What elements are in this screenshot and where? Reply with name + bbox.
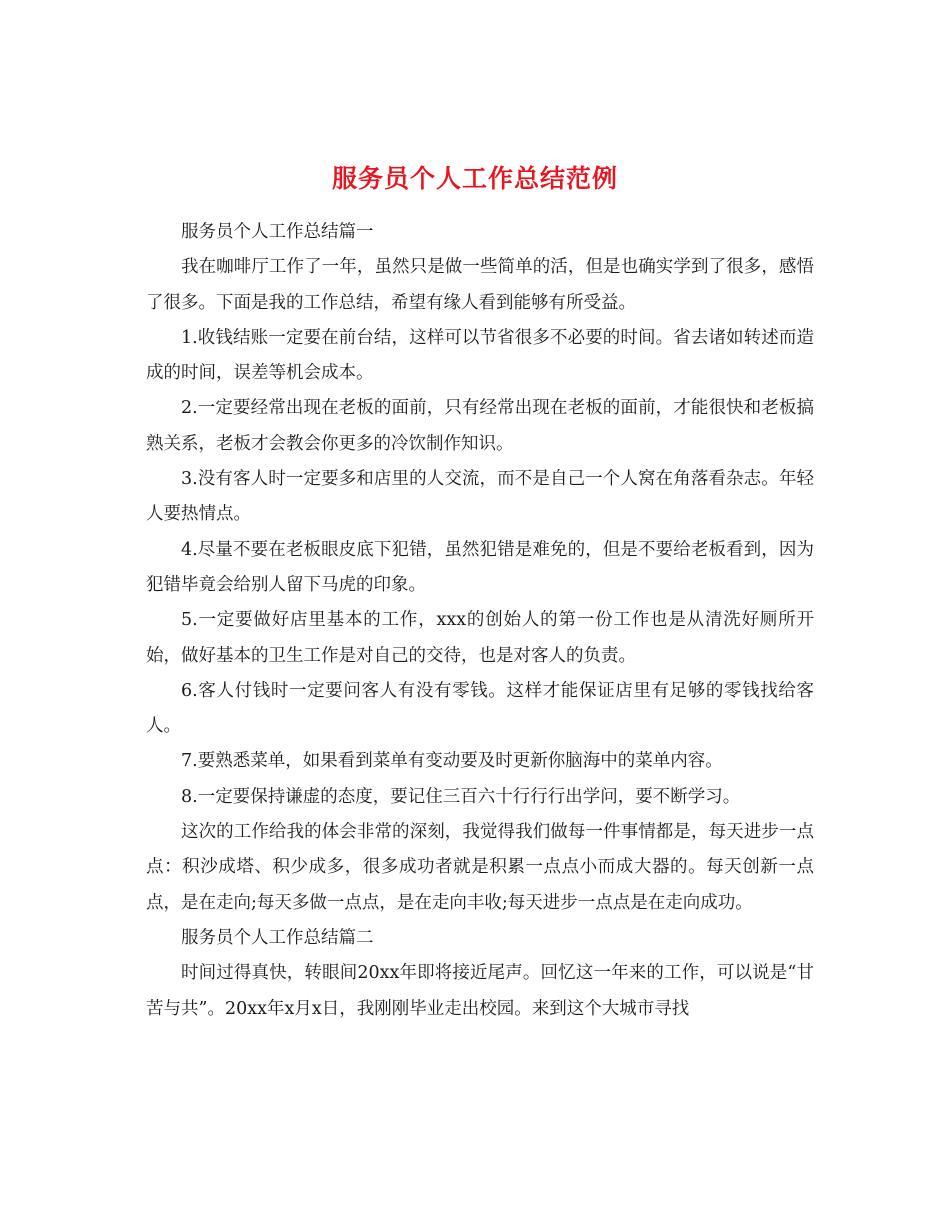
paragraph-item-3: 3.没有客人时一定要多和店里的人交流，而不是自己一个人窝在角落看杂志。年轻人要热情点。: [146, 469, 814, 525]
document-title: 服务员个人工作总结范例: [331, 163, 618, 193]
section-heading-2: 服务员个人工作总结篇二: [181, 927, 374, 948]
paragraph-item-7: 7.要熟悉菜单，如果看到菜单有变动要及时更新你脑海中的菜单内容。: [181, 751, 723, 772]
paragraph-item-5: 5.一定要做好店里基本的工作，xxx的创始人的第一份工作也是从清洗好厕所开始，做好基本的卫生工作是对自己的交待，也是对客人的负责。: [146, 610, 814, 666]
paragraph-item-6: 6.客人付钱时一定要问客人有没有零钱。这样才能保证店里有足够的零钱找给客人。: [146, 680, 814, 737]
paragraph-item-8: 8.一定要保持谦虚的态度，要记住三百六十行行行出学问，要不断学习。: [181, 786, 741, 807]
paragraph-section-2-intro: 时间过得真快，转眼间20xx年即将接近尾声。回忆这一年来的工作，可以说是“甘苦与共”。20xx年x月x日，我刚刚毕业走出校园。来到这个大城市寻找: [146, 963, 814, 1019]
paragraph-item-4: 4.尽量不要在老板眼皮底下犯错，虽然犯错是难免的，但是不要给老板看到，因为犯错毕竟会给别人留下马虎的印象。: [146, 539, 814, 595]
document-body: [146, 215, 814, 1027]
paragraph-intro: 我在咖啡厅工作了一年，虽然只是做一些简单的活，但是也确实学到了很多，感悟了很多。下面是我的工作总结，希望有缘人看到能够有所受益。: [146, 257, 814, 313]
paragraph-item-1: 1.收钱结账一定要在前台结，这样可以节省很多不必要的时间。省去诸如转述而造成的时间，误差等机会成本。: [146, 327, 814, 384]
paragraph-item-2: 2.一定要经常出现在老板的面前，只有经常出现在老板的面前，才能很快和老板搞熟关系，老板才会教会你更多的冷饮制作知识。: [146, 398, 814, 454]
section-heading-1: 服务员个人工作总结篇一: [181, 222, 374, 242]
paragraph-reflection: 这次的工作给我的体会非常的深刻，我觉得我们做每一件事情都是，每天进步一点点：积沙成塔、积少成多，很多成功者就是积累一点点小而成大器的。每天创新一点点，是在走向;每天多做一点点，是在走向丰收;每天进步一点点是在走向成功。: [146, 822, 814, 913]
